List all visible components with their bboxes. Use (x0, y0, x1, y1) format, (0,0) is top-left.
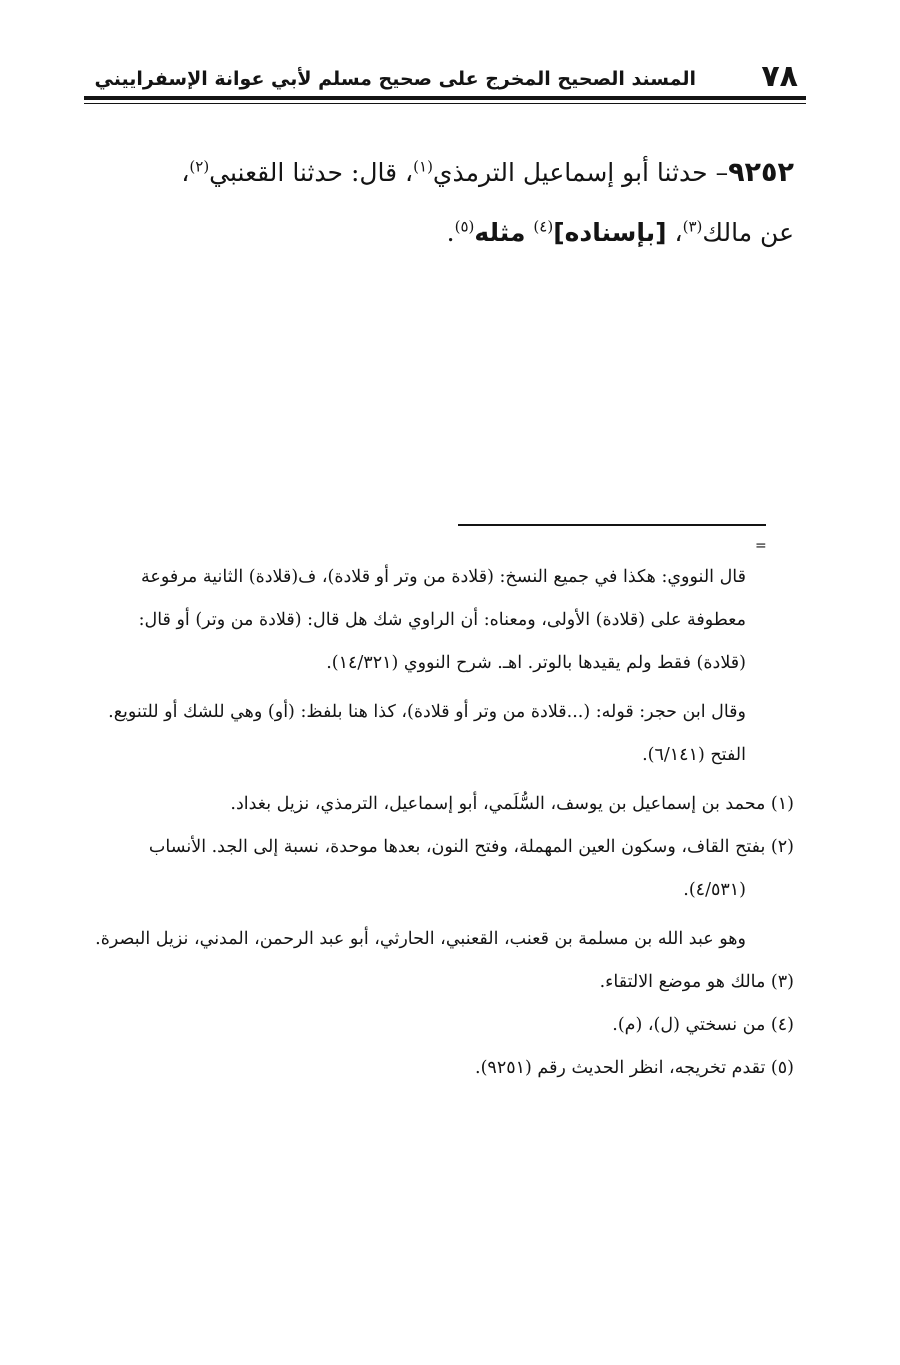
footnote-ref-4: (٤) (533, 217, 554, 236)
footnote-ref-1: (١) (413, 157, 433, 176)
footnote-2-continued: وهو عبد الله بن مسلمة بن قعنب، القعنبي، الحارثي، أبو عبد الرحمن، المدني، نزيل البصرة. (95, 929, 746, 949)
running-title: المسند الصحيح المخرج على صحيح مسلم لأبي عوانة الإسفراييني (94, 68, 696, 90)
footnote-2: (٢) بفتح القاف، وسكون العين المهملة، وفتح النون، بعدها موحدة، نسبة إلى الجد. الأنساب (٤/٥٣١). (148, 837, 794, 900)
footnote-5: (٥) تقدم تخريجه، انظر الحديث رقم (٩٢٥١). (475, 1058, 794, 1078)
footnote-ref-2: (٢) (189, 157, 210, 176)
footnote-continued-ibn-hajar: وقال ابن حجر: قوله: (...قلادة من وتر أو قلادة)، كذا هنا بلفظ: (أو) وهي للشك أو للتنويع. الفتح (٦/١٤١). (108, 702, 746, 765)
header-rule (84, 96, 806, 100)
hadith-end: . (446, 218, 455, 247)
footnote-separator (458, 524, 766, 526)
hadith-chain-part2: ، قال: حدثنا القعنبي (209, 158, 414, 187)
footnote-ref-5: (٥) (454, 217, 475, 236)
hadith-chain-part1: – حدثنا أبو إسماعيل الترمذي (432, 158, 729, 187)
hadith-comma: ، (181, 158, 190, 187)
footnote-ref-3: (٣) (682, 217, 703, 236)
page-number: ٧٨ (761, 59, 798, 94)
hadith-bold-mithlah: مثله (474, 218, 526, 247)
footnote-1: (١) محمد بن إسماعيل بن يوسف، السُّلَمي، أبو إسماعيل، الترمذي، نزيل بغداد. (230, 794, 794, 814)
hadith-separator: ، (666, 218, 683, 247)
hadith-number: ٩٢٥٢ (728, 157, 794, 188)
continuation-mark: = (755, 538, 767, 554)
footnotes-section (94, 556, 794, 1090)
footnote-3: (٣) مالك هو موضع الالتقاء. (599, 972, 794, 992)
hadith-chain-part3: عن مالك (702, 218, 794, 247)
page-header (84, 56, 806, 96)
footnote-continued-nawawi: قال النووي: هكذا في جميع النسخ: (قلادة من وتر أو قلادة)، ف(قلادة) الثانية مرفوعة معطوفة على (قلادة) الأولى، ومعناه: أن الراوي شك هل قال: (قلادة من وتر) أو قال: (قلادة) فقط ولم يقيدها بالوتر. اهـ. شرح النووي (١٤/٣٢١). (138, 567, 746, 673)
footnote-4: (٤) من نسختي (ل)، (م). (612, 1015, 794, 1035)
hadith-bold-isnad: [بإسناده] (553, 218, 667, 247)
header-rule-thin (84, 103, 806, 104)
hadith-text (94, 143, 794, 263)
